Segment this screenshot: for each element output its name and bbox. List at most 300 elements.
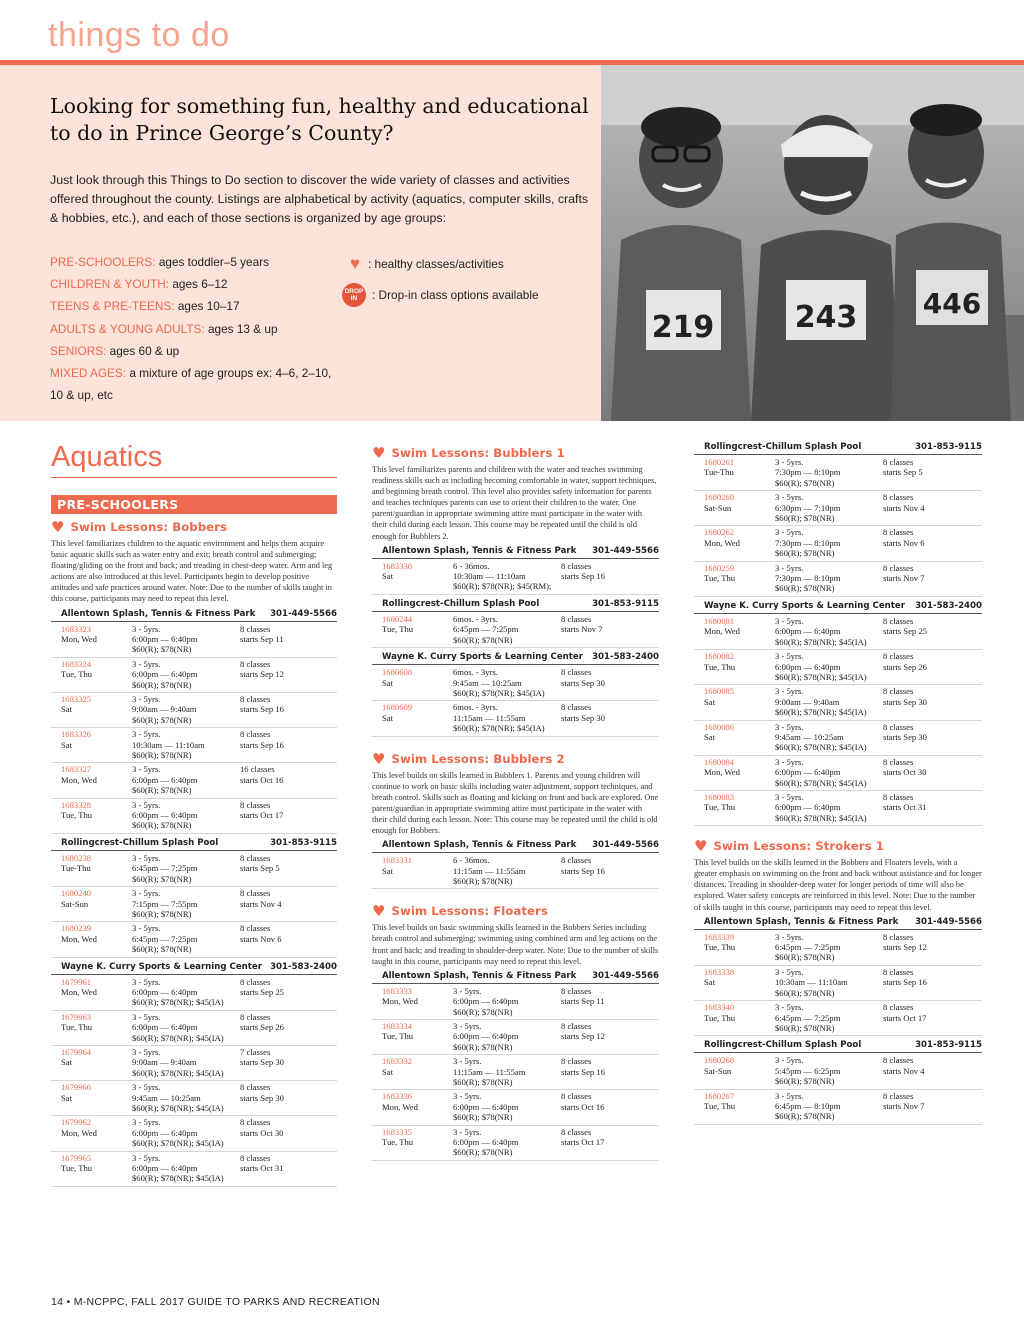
class-count: 8 classes (883, 721, 914, 732)
venue-name: Allentown Splash, Tennis & Fitness Park (704, 916, 899, 927)
class-time: 6:00pm — 6:40pm (132, 633, 198, 644)
venue-name: Rollingcrest-Chillum Splash Pool (704, 442, 862, 452)
class-count: 8 classes (240, 852, 271, 863)
class-fee: $60(R); $78(NR) (453, 1112, 513, 1123)
class-time: 6:45pm — 7:25pm (132, 933, 198, 944)
class-age: 3 - 5yrs. (775, 492, 804, 503)
drop-in-icon: DROP IN (342, 283, 366, 307)
class-days: Sat (704, 731, 715, 742)
class-days: Mon, Wed (382, 1101, 418, 1112)
class-code: 1683332 (382, 1056, 413, 1067)
class-days: Sat (61, 739, 72, 750)
course-description: This level builds on skills learned in Bubblers 1. Parents and young children will continue to work on basic skills including water adjustment, support techniques, and breath control. Skills such as floating and kicking on front and back are explored. One parent/guardian in appropriate swimming attire must participate in the water with their child during each lesson. Note: This course may be repeated until the child is old enough for Bobbers. (372, 770, 659, 835)
class-code: 1683323 (61, 623, 92, 634)
class-time: 6:00pm — 6:40pm (132, 986, 198, 997)
class-fee: $60(R); $78(NR); $45(IA) (132, 1067, 224, 1078)
venue-name: Wayne K. Curry Sports & Learning Center (382, 652, 583, 663)
class-count: 8 classes (240, 623, 271, 634)
class-start: starts Oct 16 (561, 1101, 605, 1112)
class-count: 8 classes (883, 527, 914, 538)
class-start: starts Oct 31 (240, 1163, 284, 1174)
class-listing (694, 562, 982, 597)
class-count: 8 classes (240, 1082, 271, 1093)
venue-header (372, 598, 659, 612)
class-fee: $60(R); $78(NR); $45(IA) (775, 636, 867, 647)
course-description: This level builds on basic swimming skills learned in the Bobbers Series including breath control and submerging; swimming using combined arm and leg actions on the front and back; and treading in shoulder-deep water. Note: Due to the number of skills taught in this course, participants may need to repeat this level. (372, 923, 659, 966)
age-group-label: SENIORS: (50, 343, 107, 358)
class-listing (694, 491, 982, 526)
class-listing (51, 658, 337, 693)
class-days: Mon, Wed (61, 1127, 97, 1138)
venue-header (51, 837, 337, 851)
class-time: 7:15pm — 7:55pm (132, 898, 198, 909)
class-count: 8 classes (883, 966, 914, 977)
class-time: 7:30pm — 8:10pm (775, 467, 841, 478)
class-age: 3 - 5yrs. (775, 686, 804, 697)
class-start: starts Sep 5 (883, 467, 923, 478)
class-age: 3 - 5yrs. (132, 923, 161, 934)
course-floaters (372, 902, 659, 1160)
column-2 (372, 441, 659, 1161)
class-start: starts Sep 30 (883, 696, 927, 707)
heart-icon: ♥ (349, 254, 361, 273)
class-fee: $60(R); $78(NR) (453, 634, 513, 645)
class-code: 1683327 (61, 764, 92, 775)
venue-phone: 301-583-2400 (915, 600, 982, 611)
class-code: 1683335 (382, 1126, 413, 1137)
class-code: 1680082 (704, 651, 735, 662)
class-count: 8 classes (561, 1056, 592, 1067)
class-age: 3 - 5yrs. (775, 651, 804, 662)
class-listing (694, 966, 982, 1001)
class-days: Sat-Sun (61, 898, 89, 909)
class-code: 1680238 (61, 852, 92, 863)
class-days: Sat (382, 865, 393, 876)
venue-phone: 301-449-5566 (592, 545, 659, 556)
class-code: 1680608 (382, 667, 413, 678)
class-time: 10:30am — 11:10am (453, 571, 526, 582)
class-age: 3 - 5yrs. (775, 756, 804, 767)
class-days: Sat (382, 571, 393, 582)
class-listing (51, 852, 337, 887)
class-days: Tue, Thu (382, 1136, 414, 1147)
venue-name: Allentown Splash, Tennis & Fitness Park (382, 840, 577, 851)
class-fee: $60(R); $78(NR) (775, 583, 835, 594)
heart-icon: ♥ (372, 902, 386, 921)
class-listing (372, 1055, 659, 1090)
class-count: 8 classes (561, 855, 592, 866)
venue-header (372, 970, 659, 984)
class-age: 3 - 5yrs. (775, 966, 804, 977)
class-fee: $60(R); $78(NR) (775, 987, 835, 998)
course-title-text: Swim Lessons: Bobbers (70, 520, 228, 534)
class-start: starts Sep 16 (561, 1066, 605, 1077)
class-age: 3 - 5yrs. (775, 931, 804, 942)
class-age: 3 - 5yrs. (132, 852, 161, 863)
section-header-title: things to do (48, 16, 230, 54)
class-age: 3 - 5yrs. (775, 615, 804, 626)
class-code: 1680083 (704, 791, 735, 802)
class-fee: $60(R); $78(NR); $45(IA) (775, 742, 867, 753)
course-title-text: Swim Lessons: Floaters (391, 904, 548, 919)
class-code: 1680239 (61, 923, 92, 934)
class-age: 3 - 5yrs. (775, 457, 804, 467)
class-start: starts Nov 6 (883, 537, 925, 548)
class-count: 8 classes (883, 931, 914, 942)
class-fee: $60(R); $78(NR) (453, 1041, 513, 1052)
age-group-label: TEENS & PRE-TEENS: (50, 299, 175, 314)
venue-phone: 301-449-5566 (592, 840, 659, 851)
class-time: 7:30pm — 8:10pm (775, 537, 841, 548)
class-fee: $60(R); $78(NR); $45(IA) (775, 671, 867, 682)
course-bubblers-1 (372, 444, 659, 737)
class-count: 8 classes (561, 1020, 592, 1031)
course-description: This level builds on the skills learned in the Bobbers and Floaters levels, with a greater emphasis on swimming on the front and back without assistance and for longer distances. Treading in shoulder-deep water for longer periods of time will also be explored. Water safety concepts are reinforced in this level. Note: Due to the number of skills taught in this course, participants may need to repeat this level. (694, 858, 982, 912)
class-count: 8 classes (240, 1117, 271, 1128)
class-time: 6:45pm — 8:10pm (775, 1100, 841, 1111)
class-listing (372, 985, 659, 1020)
class-days: Tue, Thu (61, 1163, 93, 1174)
venue-header (694, 916, 982, 930)
class-fee: $60(R); $78(NR) (132, 820, 192, 831)
class-fee: $60(R); $78(NR); $45(IA) (453, 723, 545, 734)
class-days: Tue, Thu (704, 573, 736, 584)
column-1 (51, 441, 337, 1187)
class-code: 1680268 (704, 1055, 735, 1066)
class-count: 8 classes (883, 756, 914, 767)
class-days: Mon, Wed (61, 774, 97, 785)
class-time: 6:00pm — 6:40pm (775, 767, 841, 778)
age-group-label: PRE-SCHOOLERS: (50, 255, 156, 269)
class-days: Mon, Wed (61, 986, 97, 997)
class-time: 11:15am — 11:55am (453, 1066, 526, 1077)
venue-phone: 301-449-5566 (270, 608, 337, 619)
course-floaters-continued (694, 441, 982, 826)
class-code: 1683333 (382, 985, 413, 996)
class-age: 3 - 5yrs. (775, 562, 804, 573)
class-count: 8 classes (561, 985, 592, 996)
class-listing (694, 526, 982, 561)
class-fee: $60(R); $78(NR) (132, 644, 192, 655)
age-group-text: ages 6–12 (172, 277, 228, 292)
class-listing (372, 854, 659, 889)
venue-header (372, 839, 659, 853)
venue-phone: 301-853-9115 (270, 837, 337, 848)
class-start: starts Sep 5 (240, 863, 280, 874)
class-age: 3 - 5yrs. (775, 1090, 804, 1101)
course-title (372, 444, 659, 462)
class-days: Sat (382, 677, 393, 688)
class-listing (51, 1046, 337, 1081)
class-time: 6:00pm — 6:40pm (132, 774, 198, 785)
age-group-text: ages 10–17 (177, 299, 240, 314)
class-listing (51, 1152, 337, 1187)
intro-headline: Looking for something fun, healthy and educational to do in Prince George’s County? (50, 94, 589, 145)
class-time: 6:00pm — 6:40pm (775, 626, 841, 637)
class-days: Mon, Wed (704, 767, 740, 778)
class-time: 11:15am — 11:55am (453, 712, 526, 723)
class-fee: $60(R); $78(NR); $45(IA) (132, 1173, 224, 1184)
class-age: 3 - 5yrs. (132, 888, 161, 899)
class-days: Mon, Wed (61, 633, 97, 644)
class-listing (694, 931, 982, 966)
class-fee: $60(R); $78(NR) (775, 548, 835, 559)
class-count: 8 classes (240, 799, 271, 810)
class-fee: $60(R); $78(NR) (132, 750, 192, 761)
section-title-aquatics: Aquatics (51, 441, 337, 478)
class-listing (372, 666, 659, 701)
class-start: starts Sep 26 (240, 1022, 284, 1033)
venue-header (694, 1039, 982, 1053)
class-age: 6mos. - 3yrs. (453, 702, 498, 713)
class-days: Tue-Thu (704, 467, 734, 478)
class-age: 3 - 5yrs. (132, 1046, 161, 1057)
course-title (372, 750, 659, 768)
class-fee: $60(R); $78(NR) (775, 513, 835, 524)
class-start: starts Sep 30 (240, 1057, 284, 1068)
class-days: Sat (61, 1092, 72, 1103)
class-code: 1680085 (704, 686, 735, 697)
class-days: Tue, Thu (61, 669, 93, 680)
class-age: 6 - 36mos. (453, 855, 490, 866)
age-group-text: ages 13 & up (208, 321, 278, 336)
course-bobbers (51, 518, 337, 1187)
venue-name: Allentown Splash, Tennis & Fitness Park (382, 545, 577, 556)
class-count: 8 classes (883, 1055, 914, 1066)
class-age: 3 - 5yrs. (453, 1091, 482, 1102)
class-count: 8 classes (240, 976, 271, 987)
class-start: starts Sep 30 (561, 712, 605, 723)
age-group-label: MIXED AGES: (50, 366, 127, 381)
class-code: 1680609 (382, 702, 413, 713)
class-fee: $60(R); $78(NR); $45(IA) (132, 997, 224, 1008)
class-age: 6mos. - 3yrs. (453, 613, 498, 624)
class-start: starts Oct 17 (240, 810, 284, 821)
age-group-text: ages toddler–5 years (158, 255, 270, 269)
course-title (372, 902, 659, 920)
class-time: 6:00pm — 6:40pm (132, 1022, 198, 1033)
class-start: starts Sep 16 (240, 739, 284, 750)
class-time: 6:00pm — 6:40pm (453, 1101, 519, 1112)
class-count: 8 classes (240, 888, 271, 899)
venue-name: Rollingcrest-Chillum Splash Pool (61, 837, 219, 848)
class-fee: $60(R); $78(NR); $45(IA) (132, 1103, 224, 1113)
class-start: starts Oct 30 (240, 1127, 284, 1138)
bib-number: 243 (794, 300, 858, 335)
class-listing (51, 976, 337, 1011)
class-time: 10:30am — 11:10am (775, 977, 848, 988)
class-start: starts Sep 26 (883, 661, 927, 672)
class-time: 7:30pm — 8:10pm (775, 573, 841, 584)
class-time: 6:00pm — 6:40pm (775, 802, 841, 813)
class-time: 6:45pm — 7:25pm (775, 942, 841, 953)
class-days: Tue, Thu (382, 1031, 414, 1042)
class-code: 1679961 (61, 976, 92, 987)
course-description: This level familiarizes parents and children with the water and teaches swimming readiness skills such as including becoming comfortable in water, support techniques, and beginning breath control. This level also provides safety information for parents and teaches techniques parents can use to orient their children to the water. One parent/guardian in appropriate swimming attire must participate in the water with their child during each lesson. This course may be repeated until the child is old enough for Bubblers 2. (372, 465, 657, 541)
class-days: Mon, Wed (382, 996, 418, 1007)
class-days: Tue, Thu (61, 810, 93, 821)
class-count: 8 classes (883, 1090, 914, 1101)
class-days: Sat (61, 1057, 72, 1068)
class-time: 6:00pm — 6:40pm (132, 669, 198, 680)
class-listing (694, 756, 982, 791)
course-title (694, 837, 982, 855)
class-count: 8 classes (561, 1091, 592, 1102)
class-days: Mon, Wed (704, 537, 740, 548)
class-listing (51, 887, 337, 922)
class-count: 8 classes (561, 667, 592, 678)
class-time: 6:45pm — 7:25pm (132, 863, 198, 874)
class-time: 6:45pm — 7:25pm (453, 624, 519, 635)
age-group-item (50, 362, 340, 406)
class-code: 1683326 (61, 729, 92, 740)
class-days: Sat (382, 712, 393, 723)
class-listing (694, 791, 982, 826)
class-start: starts Nov 7 (883, 1100, 925, 1111)
class-code: 1680084 (704, 756, 735, 767)
class-age: 3 - 5yrs. (132, 623, 161, 634)
class-count: 8 classes (883, 686, 914, 697)
class-count: 8 classes (240, 923, 271, 934)
column-3 (694, 441, 982, 1125)
class-time: 9:45am — 10:25am (453, 677, 522, 688)
class-start: starts Sep 16 (561, 571, 605, 582)
class-fee: $60(R); $78(NR); $45(IA) (775, 707, 867, 718)
class-fee: $60(R); $78(NR) (132, 679, 192, 690)
venue-phone: 301-853-9115 (915, 1040, 982, 1051)
class-listing (694, 456, 982, 491)
class-time: 6:00pm — 6:40pm (775, 661, 841, 672)
class-age: 3 - 5yrs. (132, 729, 161, 740)
class-start: starts Sep 30 (240, 1092, 284, 1103)
class-start: starts Sep 11 (240, 633, 284, 644)
class-code: 1683339 (704, 931, 735, 942)
class-listing (372, 701, 659, 736)
class-code: 1680262 (704, 527, 735, 538)
class-code: 1679962 (61, 1117, 92, 1128)
class-count: 8 classes (883, 562, 914, 573)
class-code: 1683336 (382, 1091, 413, 1102)
class-code: 1683340 (704, 1002, 735, 1013)
age-group-text: ages 60 & up (109, 343, 180, 358)
class-days: Sat (704, 977, 715, 988)
course-title-text: Swim Lessons: Bubblers 1 (391, 446, 565, 460)
class-time: 6:00pm — 6:40pm (132, 1163, 198, 1174)
class-code: 1679964 (61, 1046, 92, 1057)
class-days: Mon, Wed (61, 933, 97, 944)
class-count: 8 classes (883, 791, 914, 802)
class-start: starts Sep 30 (883, 731, 927, 742)
class-start: starts Oct 30 (883, 767, 927, 778)
class-count: 8 classes (883, 615, 914, 626)
class-code: 1679966 (61, 1082, 92, 1093)
class-start: starts Sep 12 (561, 1031, 605, 1042)
class-start: starts Oct 17 (883, 1012, 927, 1023)
class-count: 8 classes (561, 560, 592, 571)
class-age: 3 - 5yrs. (132, 976, 161, 987)
class-age: 3 - 5yrs. (453, 1020, 482, 1031)
heart-icon: ♥ (372, 444, 386, 462)
class-age: 3 - 5yrs. (775, 791, 804, 802)
class-age: 3 - 5yrs. (453, 985, 482, 996)
class-time: 9:45am — 10:25am (132, 1092, 201, 1103)
class-time: 5:45pm — 6:25pm (775, 1065, 841, 1076)
class-listing (51, 693, 337, 728)
class-start: starts Oct 16 (240, 774, 284, 785)
age-group-item (50, 318, 340, 340)
venue-header (372, 545, 659, 559)
class-code: 1679965 (61, 1152, 92, 1163)
class-fee: $60(R); $78(NR) (453, 1076, 513, 1087)
class-code: 1680244 (382, 613, 413, 624)
age-group-label: ADULTS & YOUNG ADULTS: (50, 321, 205, 336)
class-time: 6:00pm — 6:40pm (132, 810, 198, 821)
class-fee: $60(R); $78(NR) (775, 1022, 835, 1033)
venue-phone: 301-853-9115 (915, 442, 982, 452)
class-days: Tue, Thu (704, 802, 736, 813)
age-group-item (50, 273, 340, 295)
heart-icon: ♥ (694, 837, 708, 856)
class-start: starts Nov 7 (561, 624, 603, 635)
class-fee: $60(R); $78(NR); $45(IA) (132, 1138, 224, 1149)
class-age: 3 - 5yrs. (132, 658, 161, 669)
class-code: 1683338 (704, 966, 735, 977)
venue-header (694, 600, 982, 614)
venue-name: Allentown Splash, Tennis & Fitness Park (61, 608, 256, 619)
class-start: starts Sep 12 (883, 942, 927, 953)
class-count: 8 classes (240, 694, 271, 704)
class-fee: $60(R); $78(NR) (132, 908, 192, 919)
class-time: 6:30pm — 7:10pm (775, 502, 841, 513)
class-listing (694, 1054, 982, 1089)
class-start: starts Sep 16 (883, 977, 927, 988)
class-listing (372, 613, 659, 648)
class-listing (51, 1116, 337, 1151)
intro-lead: Just look through this Things to Do section to discover the wide variety of classes and activities offered throughout the county. Listings are alphabetical by activity (aquatics, computer skills, crafts & hobbies, etc.), and each of those sections is organized by age groups: (50, 173, 589, 225)
class-start: starts Nov 6 (240, 933, 282, 944)
class-days: Tue, Thu (61, 1022, 93, 1033)
class-code: 1683330 (382, 560, 413, 571)
class-listing (372, 560, 659, 595)
class-time: 10:30am — 11:10am (132, 739, 205, 750)
class-code: 1679963 (61, 1011, 92, 1022)
class-time: 9:00am — 9:40am (132, 1057, 197, 1068)
class-days: Sat-Sun (704, 1065, 732, 1076)
class-days: Sat (382, 1066, 393, 1077)
class-listing (51, 763, 337, 798)
class-code: 1683325 (61, 694, 92, 704)
class-code: 1680267 (704, 1090, 735, 1101)
age-group-item (50, 340, 340, 362)
class-count: 8 classes (883, 492, 914, 503)
class-listing (694, 650, 982, 685)
class-listing (51, 623, 337, 658)
class-count: 8 classes (883, 457, 914, 467)
age-group-item (50, 295, 340, 317)
class-listing (694, 1001, 982, 1036)
venue-phone: 301-449-5566 (592, 970, 659, 981)
class-days: Mon, Wed (704, 626, 740, 637)
age-group-item (50, 251, 340, 273)
class-code: 1680260 (704, 492, 735, 503)
class-fee: $60(R); $78(NR); $45(IA) (132, 1032, 224, 1043)
class-fee: $60(R); $78(NR) (775, 952, 835, 963)
class-days: Tue, Thu (704, 661, 736, 672)
class-code: 1683328 (61, 799, 92, 810)
course-description: This level familiarizes children to the aquatic environment and helps them acquire basic aquatic skills such as water entry and exit; breath control and submerging; floating/gliding on the front and back; and treading in chest-deep water. Arm and leg actions are also introduced at this level. Participants begin to develop positive attitudes and safe practices around water. Note: Due to the number of skills taught in this course, participants may need to repeat this level. (51, 539, 333, 604)
class-count: 8 classes (240, 1152, 271, 1163)
class-count: 16 classes (240, 764, 275, 775)
